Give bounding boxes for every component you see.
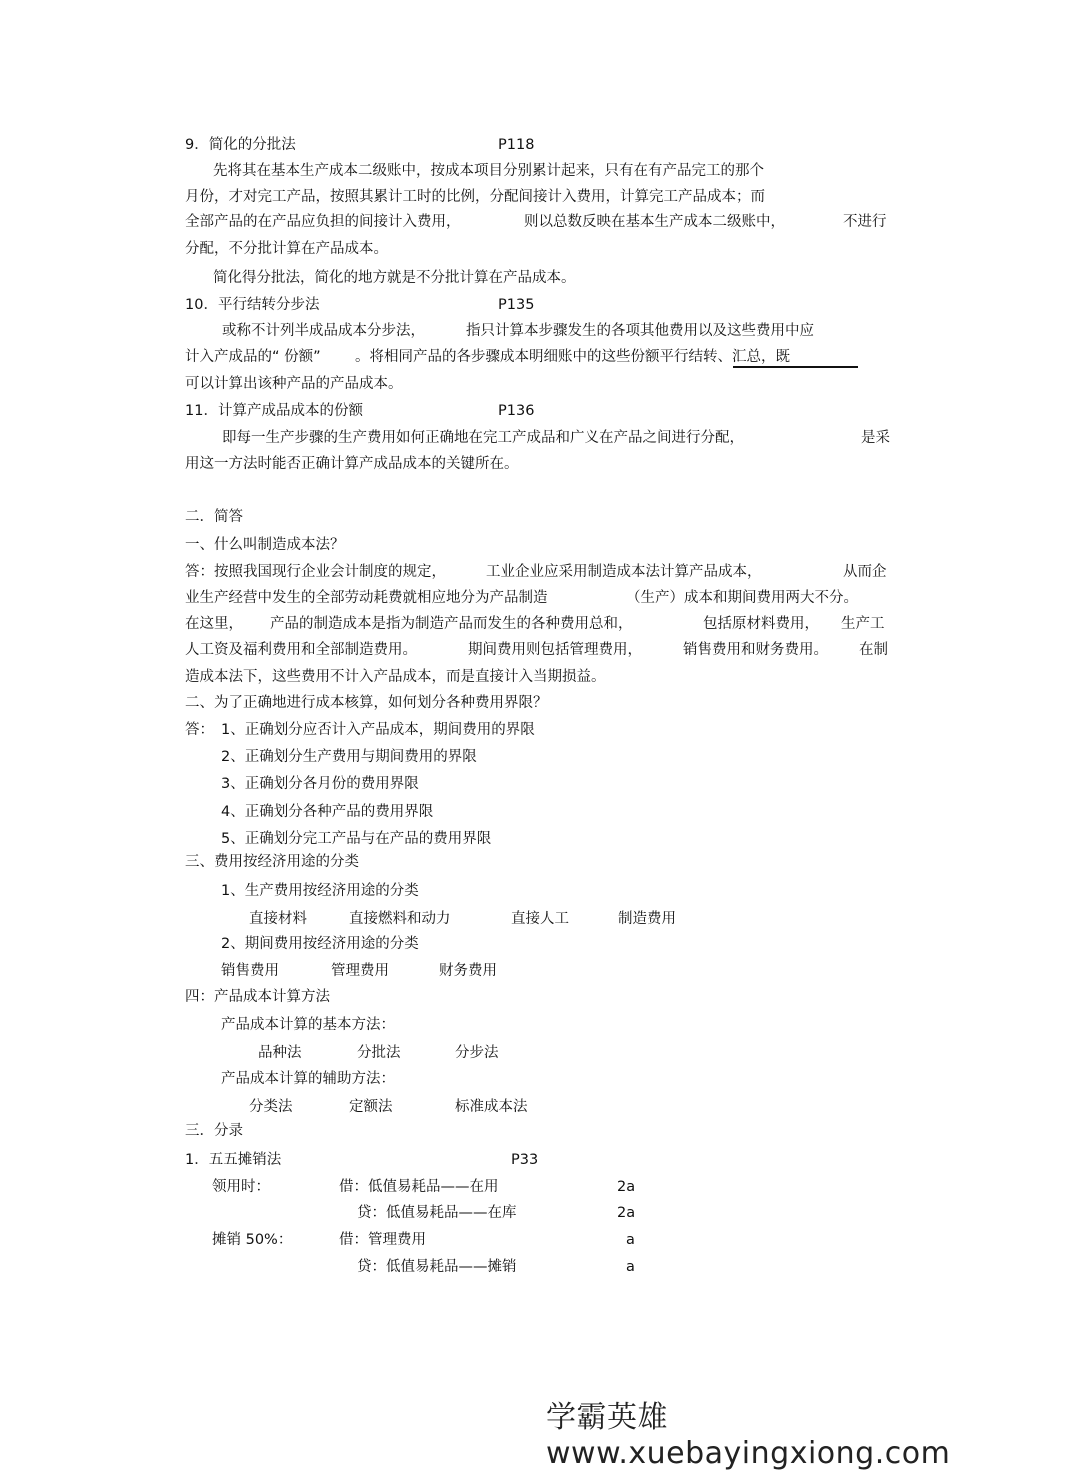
short-heading: 二．简答: [185, 509, 243, 525]
term-10-title: 10．平行结转分步法: [185, 297, 320, 313]
basic-method-item: 分批法: [357, 1045, 401, 1061]
question-3-sub-2: 2、期间费用按经济用途的分类: [221, 936, 419, 952]
question-3-sub-1: 1、生产费用按经济用途的分类: [221, 883, 419, 899]
entry-row-amount: 2a: [617, 1179, 636, 1195]
entry-row-amount: a: [626, 1232, 635, 1248]
question-4: 四：产品成本计算方法: [185, 989, 330, 1005]
auxiliary-method-item: 定额法: [349, 1099, 393, 1115]
term-10-line-2a: 计入产成品的“ 份额”: [185, 349, 321, 365]
period-cost-item: 财务费用: [439, 963, 497, 979]
answer-2-item-2: 2、正确划分生产费用与期间费用的界限: [221, 749, 477, 765]
answer-1-line-3c: 包括原材料费用，: [703, 616, 819, 632]
answer-1-line-4c: 销售费用和财务费用。: [683, 642, 828, 658]
entry-row-account: 贷：低值易耗品——在库: [357, 1205, 517, 1221]
term-10-line-1a: 或称不计列半成品成本分步法，: [222, 323, 425, 339]
term-9-line-3c: 不进行: [843, 214, 887, 230]
term-9-line-4: 分配，不分批计算在产品成本。: [185, 241, 388, 257]
question-2: 二、为了正确地进行成本核算，如何划分各种费用界限？: [185, 695, 548, 711]
production-cost-item: 直接材料: [249, 911, 307, 927]
basic-method-item: 品种法: [258, 1045, 302, 1061]
question-1: 一、什么叫制造成本法？: [185, 537, 345, 553]
answer-1-line-3a: 在这里，: [185, 616, 243, 632]
answer-2-prefix: 答：: [185, 722, 214, 738]
answer-1-line-4a: 人工资及福利费用和全部制造费用。: [185, 642, 417, 658]
answer-2-item-1: 1、正确划分应否计入产品成本，期间费用的界限: [221, 722, 535, 738]
period-cost-item: 管理费用: [331, 963, 389, 979]
question-3: 三、费用按经济用途的分类: [185, 854, 359, 870]
answer-1-line-4d: 在制: [859, 642, 888, 658]
entry-row-account: 贷：低值易耗品——摊销: [357, 1259, 517, 1275]
term-11-line-1b: 是采: [861, 430, 890, 446]
term-10-line-1b: 指只计算本步骤发生的各项其他费用以及这些费用中应: [466, 323, 814, 339]
answer-1-line-4b: 期间费用则包括管理费用，: [468, 642, 642, 658]
answer-1-line-1a: 答：按照我国现行企业会计制度的规定，: [185, 564, 446, 580]
entry-row-account: 借：管理费用: [339, 1232, 426, 1248]
answer-2-item-5: 5、正确划分完工产品与在产品的费用界限: [221, 831, 492, 847]
term-10-line-2b: 。将相同产品的各步骤成本明细账中的这些份额平行结转、汇总，既: [355, 349, 790, 365]
answer-1-line-3d: 生产工: [841, 616, 885, 632]
answer-2-item-4: 4、正确划分各种产品的费用界限: [221, 804, 434, 820]
basic-methods-label: 产品成本计算的基本方法：: [221, 1017, 395, 1033]
answer-1-line-1b: 工业企业应采用制造成本法计算产品成本，: [486, 564, 762, 580]
term-11-page: P136: [498, 403, 535, 419]
auxiliary-method-item: 标准成本法: [455, 1099, 528, 1115]
term-9-title: 9．简化的分批法: [185, 137, 296, 153]
term-9-line-5: 简化得分批法，简化的地方就是不分批计算在产品成本。: [213, 270, 576, 286]
term-9-line-3a: 全部产品的在产品应负担的间接计入费用，: [185, 214, 461, 230]
entry-1-title: 1．五五摊销法: [185, 1152, 282, 1168]
answer-1-line-5: 造成本法下，这些费用不计入产品成本，而是直接计入当期损益。: [185, 669, 606, 685]
production-cost-item: 直接燃料和动力: [349, 911, 451, 927]
underline-mark: [733, 366, 858, 368]
entry-row-label: 摊销 50%：: [212, 1232, 293, 1248]
auxiliary-methods-label: 产品成本计算的辅助方法：: [221, 1071, 395, 1087]
term-11-line-2: 用这一方法时能否正确计算产成品成本的关键所在。: [185, 456, 519, 472]
entry-row-amount: 2a: [617, 1205, 636, 1221]
term-9-page: P118: [498, 137, 535, 153]
term-10-line-3: 可以计算出该种产品的产品成本。: [185, 376, 403, 392]
answer-1-line-2b: （生产）成本和期间费用两大不分。: [626, 590, 858, 606]
entry-row-label: 领用时：: [212, 1179, 270, 1195]
watermark: 学霸英雄 www.xuebayingxiong.com: [546, 1400, 951, 1471]
period-cost-item: 销售费用: [221, 963, 279, 979]
entries-heading: 三．分录: [185, 1123, 243, 1139]
term-11-line-1a: 即每一生产步骤的生产费用如何正确地在完工产成品和广义在产品之间进行分配，: [222, 430, 744, 446]
auxiliary-method-item: 分类法: [249, 1099, 293, 1115]
term-9-line-1: 先将其在基本生产成本二级账中，按成本项目分别累计起来，只有在有产品完工的那个: [213, 163, 764, 179]
answer-1-line-3b: 产品的制造成本是指为制造产品而发生的各种费用总和，: [270, 616, 633, 632]
entry-row-amount: a: [626, 1259, 635, 1275]
term-11-title: 11．计算产成品成本的份额: [185, 403, 363, 419]
term-10-page: P135: [498, 297, 535, 313]
production-cost-item: 直接人工: [511, 911, 569, 927]
entry-row-account: 借：低值易耗品——在用: [339, 1179, 499, 1195]
term-9-line-3b: 则以总数反映在基本生产成本二级账中，: [524, 214, 785, 230]
answer-1-line-1c: 从而企: [843, 564, 887, 580]
entry-1-page: P33: [511, 1152, 539, 1168]
basic-method-item: 分步法: [455, 1045, 499, 1061]
production-cost-item: 制造费用: [618, 911, 676, 927]
term-9-line-2: 月份，才对完工产品，按照其累计工时的比例，分配间接计入费用，计算完工产品成本；而: [185, 189, 765, 205]
answer-2-item-3: 3、正确划分各月份的费用界限: [221, 776, 419, 792]
answer-1-line-2a: 业生产经营中发生的全部劳动耗费就相应地分为产品制造: [185, 590, 548, 606]
